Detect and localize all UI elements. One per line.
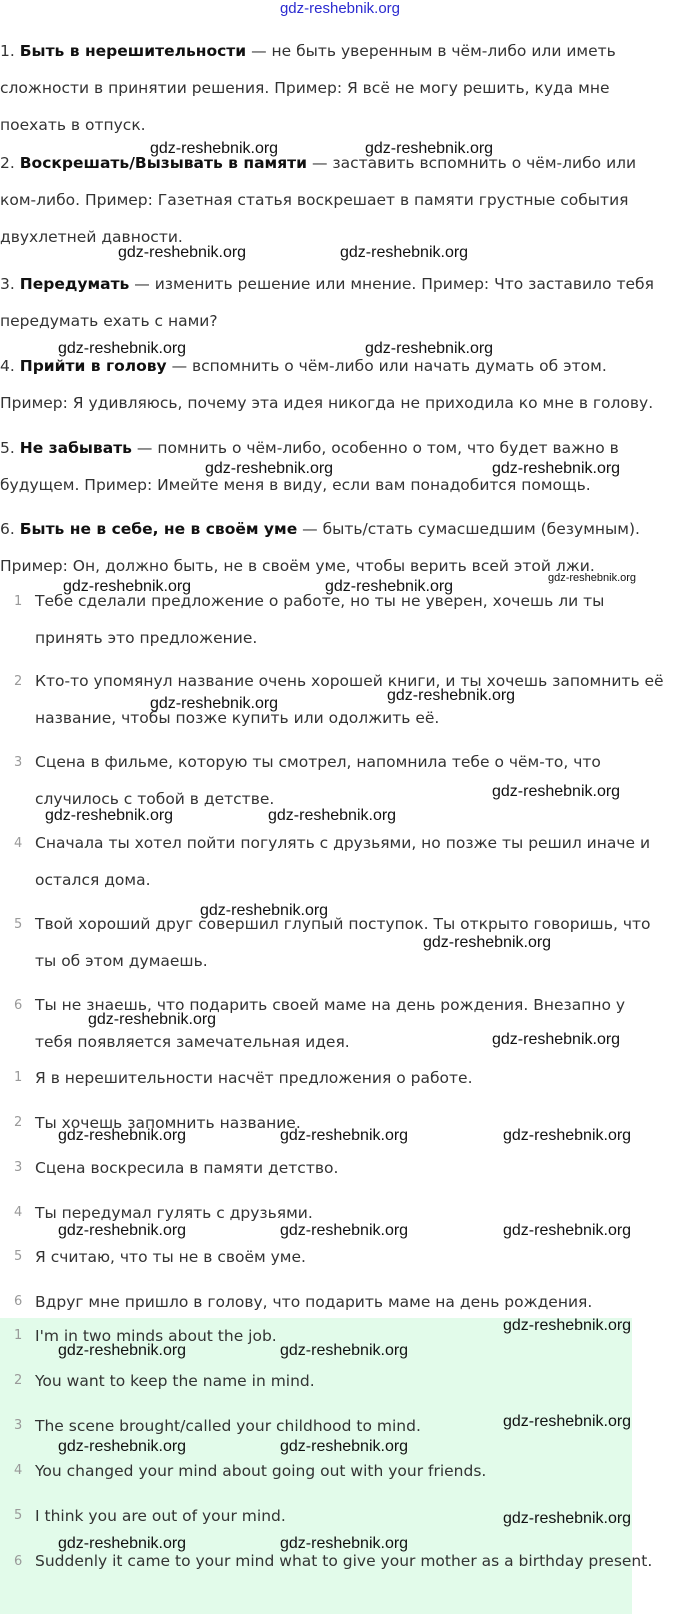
- watermark: gdz-reshebnik.org: [200, 902, 329, 919]
- watermark: gdz-reshebnik.org: [280, 1127, 409, 1144]
- watermark: gdz-reshebnik.org: [492, 460, 621, 477]
- definition-term: Быть не в себе, не в своём уме: [19, 520, 298, 538]
- definition-term: Воскрешать/Вызывать в памяти: [19, 154, 308, 172]
- watermark: gdz-reshebnik.org: [205, 460, 334, 477]
- definition-text: — вспомнить о чём-либо или начать думать об этом. Пример: Я удивляюсь, почему эта идея никогда не приходила ко мне в голову.: [0, 357, 654, 412]
- definition-number: 3.: [0, 275, 15, 293]
- watermark: gdz-reshebnik.org: [45, 807, 174, 824]
- item-number: 3: [14, 755, 23, 770]
- watermark: gdz-reshebnik.org: [63, 578, 192, 595]
- definition-number: 1.: [0, 42, 15, 60]
- item-number: 4: [14, 836, 23, 851]
- answer-en-text: I'm in two minds about the job.: [35, 1327, 277, 1345]
- item-number: 6: [14, 1554, 23, 1569]
- item-number: 6: [14, 998, 23, 1013]
- answer-en-text: I think you are out of your mind.: [35, 1507, 286, 1525]
- item-number: 1: [14, 594, 23, 609]
- item-number: 2: [14, 1373, 23, 1388]
- watermark: gdz-reshebnik.org: [150, 140, 279, 157]
- watermark: gdz-reshebnik.org: [503, 1222, 632, 1239]
- watermark: gdz-reshebnik.org: [365, 340, 494, 357]
- item-number: 4: [14, 1205, 23, 1220]
- item-number: 2: [14, 1115, 23, 1130]
- item-number: 2: [14, 674, 23, 689]
- watermark: gdz-reshebnik.org: [503, 1317, 632, 1334]
- watermark: gdz-reshebnik.org: [58, 1342, 187, 1359]
- situation-text: Сначала ты хотел пойти погулять с друзьями, но позже ты решил иначе и остался дома.: [35, 834, 651, 889]
- item-number: 3: [14, 1418, 23, 1433]
- situation-text: Твой хороший друг совершил глупый поступок. Ты открыто говоришь, что ты об этом думаешь.: [35, 915, 651, 970]
- watermark: gdz-reshebnik.org: [58, 1222, 187, 1239]
- answer-ru-text: Вдруг мне пришло в голову, что подарить маме на день рождения.: [35, 1293, 593, 1311]
- watermark: gdz-reshebnik.org: [365, 140, 494, 157]
- definition-number: 4.: [0, 357, 15, 375]
- watermark: gdz-reshebnik.org: [492, 783, 621, 800]
- watermark: gdz-reshebnik.org: [58, 1535, 187, 1552]
- watermark: gdz-reshebnik.org: [268, 807, 397, 824]
- watermark: gdz-reshebnik.org: [548, 572, 637, 584]
- item-number: 4: [14, 1463, 23, 1478]
- watermark: gdz-reshebnik.org: [325, 578, 454, 595]
- watermark: gdz-reshebnik.org: [503, 1413, 632, 1430]
- watermark: gdz-reshebnik.org: [492, 1031, 621, 1048]
- answer-ru-text: Ты хочешь запомнить название.: [35, 1114, 301, 1132]
- watermark: gdz-reshebnik.org: [280, 1535, 409, 1552]
- definition-term: Передумать: [19, 275, 130, 293]
- definition-text: — помнить о чём-либо, особенно о том, что будет важно в будущем. Пример: Имейте меня в виду, если вам понадобится помощь.: [0, 439, 619, 494]
- watermark: gdz-reshebnik.org: [58, 340, 187, 357]
- item-number: 3: [14, 1160, 23, 1175]
- watermark: gdz-reshebnik.org: [88, 1011, 217, 1028]
- item-number: 6: [14, 1294, 23, 1309]
- definition-term: Не забывать: [19, 439, 132, 457]
- answer-ru-text: Я считаю, что ты не в своём уме.: [35, 1248, 306, 1266]
- watermark: gdz-reshebnik.org: [58, 1438, 187, 1455]
- definition-item: [0, 266, 665, 340]
- watermark: gdz-reshebnik.org: [280, 1438, 409, 1455]
- definition-number: 5.: [0, 439, 15, 457]
- answer-en-text: The scene brought/called your childhood to mind.: [35, 1417, 421, 1435]
- watermark: gdz-reshebnik.org: [280, 1342, 409, 1359]
- definition-term: Быть в нерешительности: [19, 42, 247, 60]
- answer-en-text: You want to keep the name in mind.: [35, 1372, 315, 1390]
- definition-item: [0, 33, 665, 144]
- item-number: 5: [14, 917, 23, 932]
- situation-text: Ты не знаешь, что подарить своей маме на день рождения. Внезапно у тебя появляется замечательная идея.: [35, 996, 626, 1051]
- situation-text: Сцена в фильме, которую ты смотрел, напомнила тебе о чём-то, что случилось с тобой в детстве.: [35, 753, 601, 808]
- answer-en-text: Suddenly it came to your mind what to give your mother as a birthday present.: [35, 1552, 653, 1570]
- item-number: 1: [14, 1070, 23, 1085]
- definition-text: — изменить решение или мнение. Пример: Что заставило тебя передумать ехать с нами?: [0, 275, 654, 330]
- definition-text: — быть/стать сумасшедшим (безумным). Пример: Он, должно быть, не в своём уме, чтобы верить всей этой лжи.: [0, 520, 640, 575]
- definition-number: 6.: [0, 520, 15, 538]
- definition-item: [0, 145, 665, 256]
- watermark: gdz-reshebnik.org: [503, 1510, 632, 1527]
- watermark: gdz-reshebnik.org: [280, 1222, 409, 1239]
- item-number: 5: [14, 1508, 23, 1523]
- watermark: gdz-reshebnik.org: [118, 244, 247, 261]
- answer-ru-text: Сцена воскресила в памяти детство.: [35, 1159, 339, 1177]
- situation-text: Кто-то упомянул название очень хорошей книги, и ты хочешь запомнить её название, чтобы позже купить или одолжить её.: [35, 672, 664, 727]
- definition-text: — заставить вспомнить о чём-либо или ком-либо. Пример: Газетная статья воскрешает в памяти грустные события двухлетней давности.: [0, 154, 637, 246]
- item-number: 5: [14, 1249, 23, 1264]
- definition-item: [0, 348, 665, 422]
- definition-text: — не быть уверенным в чём-либо или иметь сложности в принятии решения. Пример: Я всё не могу решить, куда мне поехать в отпуск.: [0, 42, 616, 134]
- definition-number: 2.: [0, 154, 15, 172]
- item-number: 1: [14, 1328, 23, 1343]
- watermark: gdz-reshebnik.org: [150, 695, 279, 712]
- situation-text: Тебе сделали предложение о работе, но ты не уверен, хочешь ли ты принять это предложение.: [35, 592, 605, 647]
- answer-ru-text: Ты передумал гулять с друзьями.: [35, 1204, 313, 1222]
- watermark: gdz-reshebnik.org: [503, 1127, 632, 1144]
- watermark: gdz-reshebnik.org: [423, 934, 552, 951]
- site-header-link[interactable]: gdz-reshebnik.org: [279, 0, 401, 17]
- answer-en-text: You changed your mind about going out with your friends.: [35, 1462, 487, 1480]
- answer-ru-text: Я в нерешительности насчёт предложения о работе.: [35, 1069, 473, 1087]
- watermark: gdz-reshebnik.org: [340, 244, 469, 261]
- watermark: gdz-reshebnik.org: [58, 1127, 187, 1144]
- watermark: gdz-reshebnik.org: [387, 687, 516, 704]
- definition-term: Прийти в голову: [19, 357, 167, 375]
